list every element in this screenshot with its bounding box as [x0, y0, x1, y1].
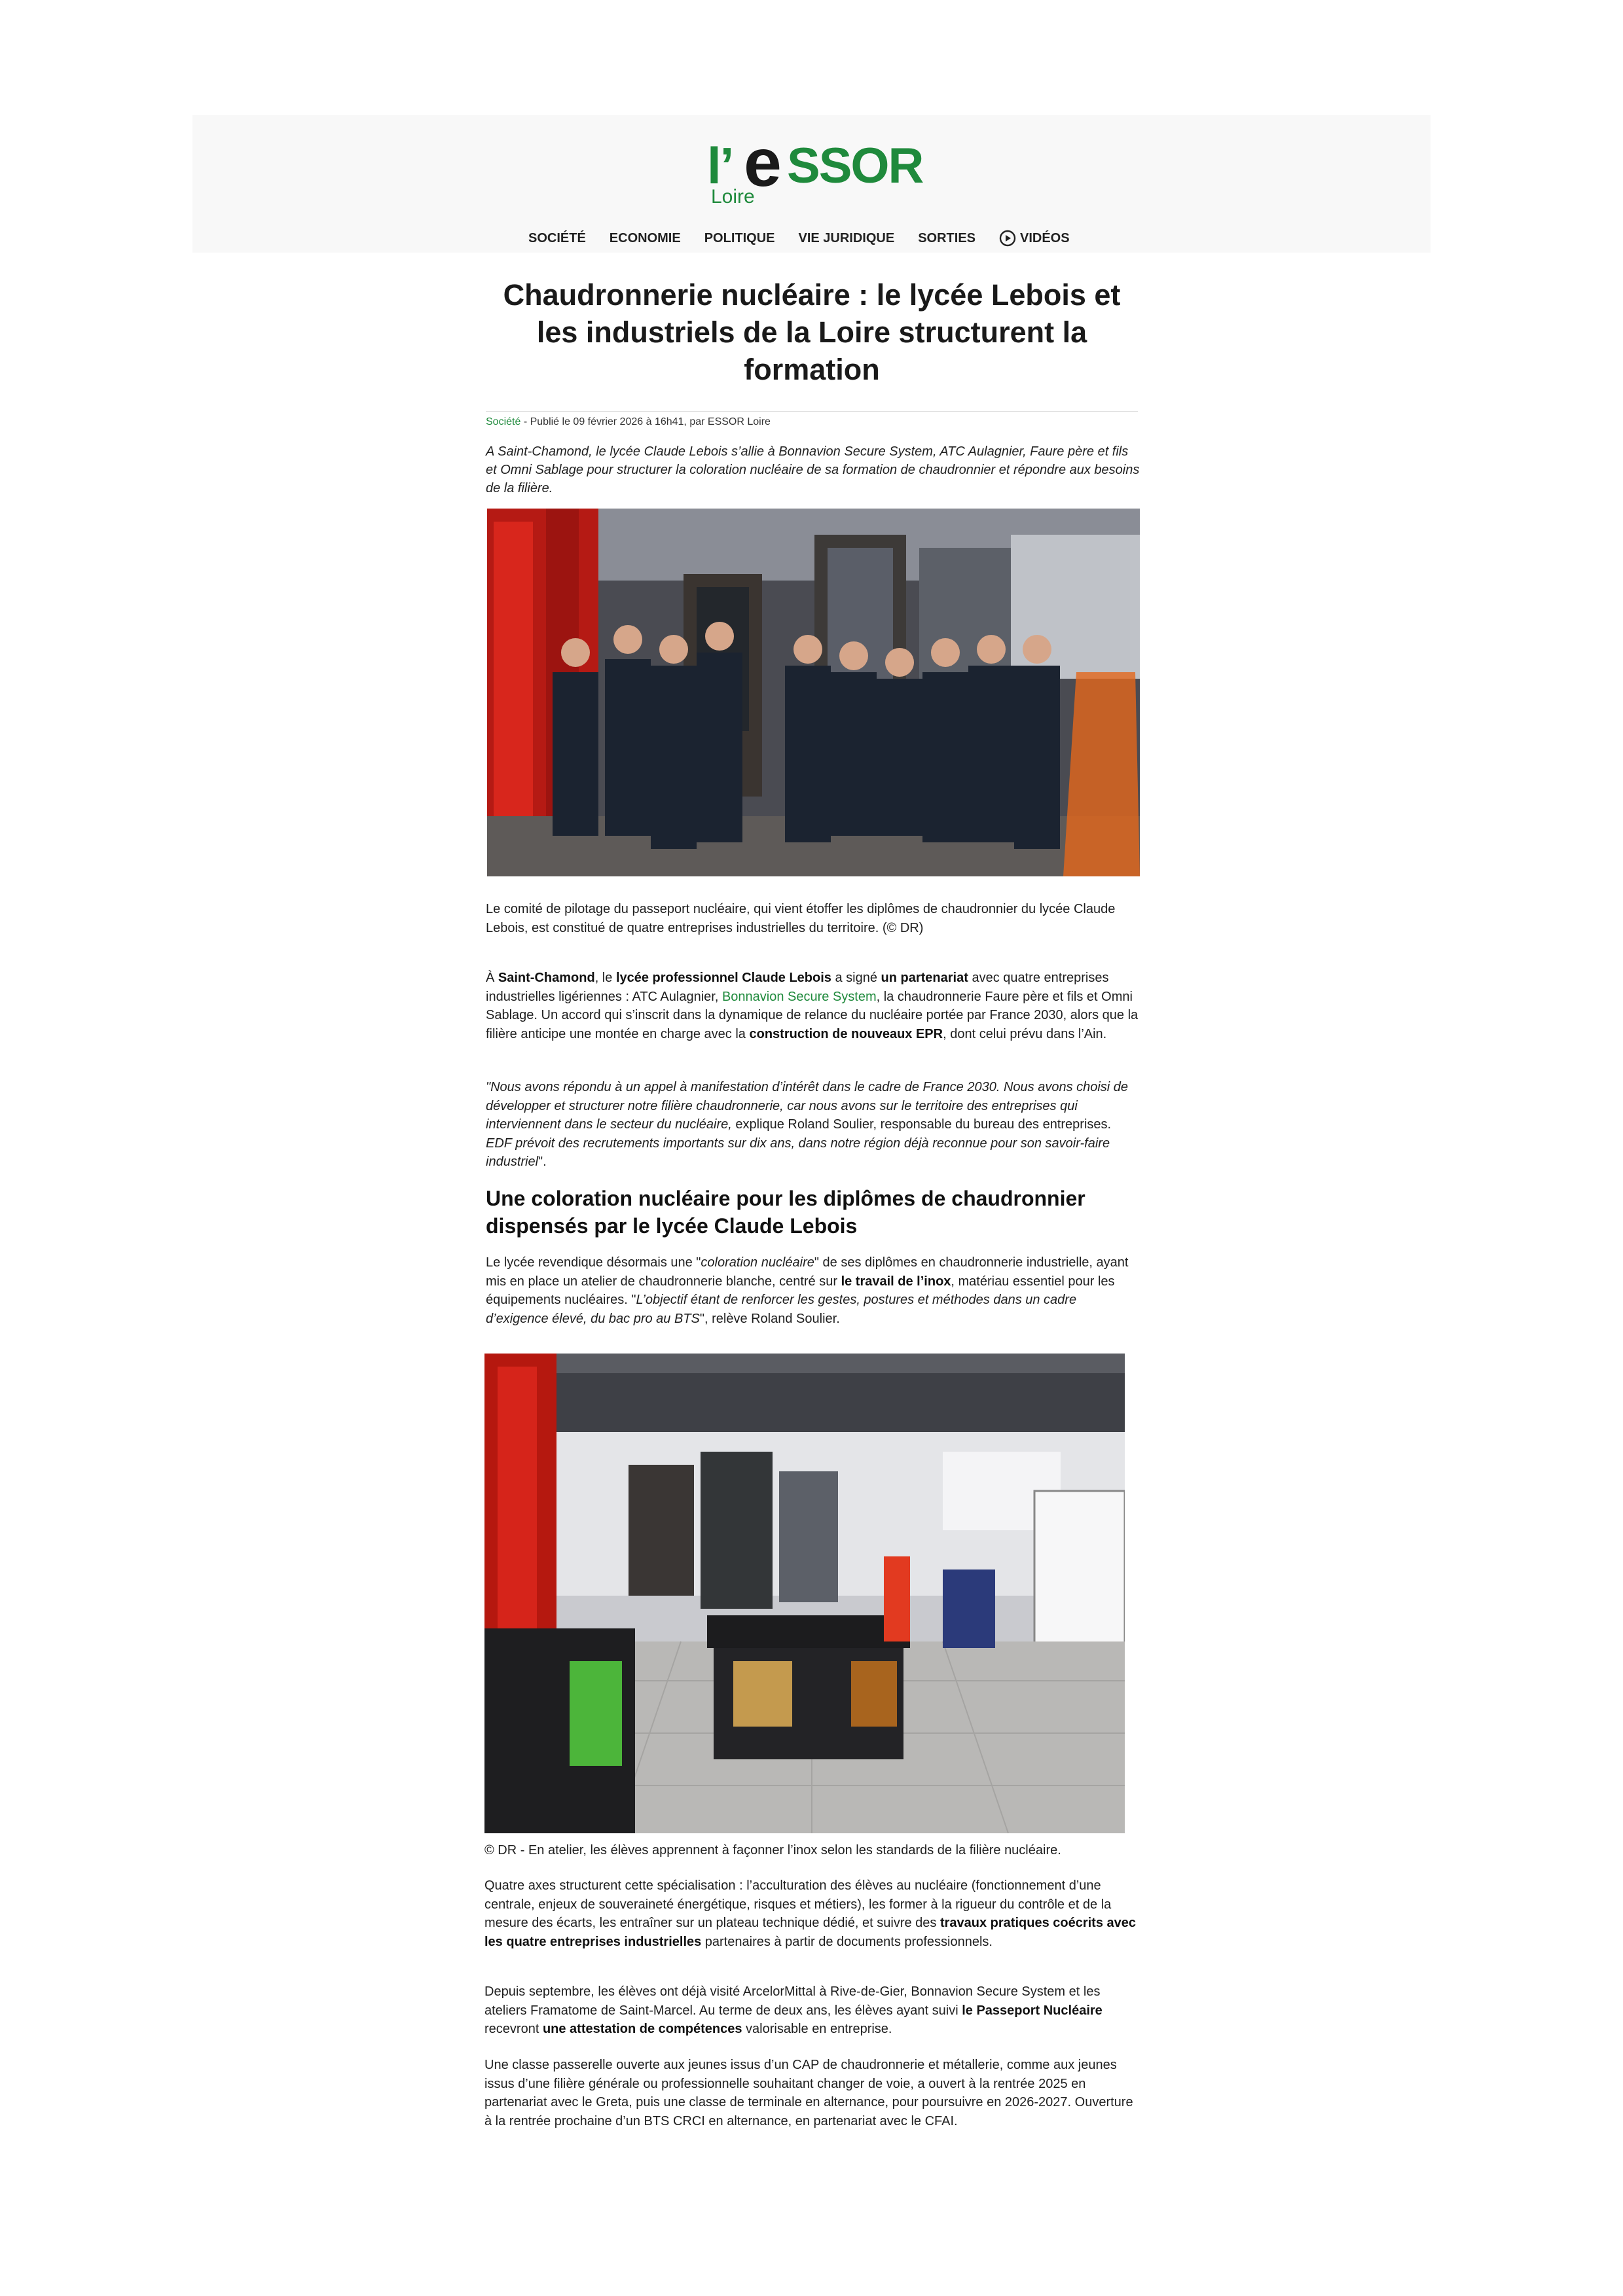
logo-subtitle: Loire [711, 186, 755, 207]
paragraph-5: Une classe passerelle ouverte aux jeunes issus d’un CAP de chaudronnerie et métallerie, comme aux jeunes issus d’une filière générale ou professionnelle souhaitant changer de voie, a ouvert à la rentrée 2025 en partenariat avec le Greta, puis une classe de terminale en alternance, pour poursuivre en 2026-2027. Ouverture à la rentrée prochaine d’un BTS CRCI en alternance, en partenariat avec le CFAI. [484, 2058, 1133, 2128]
logo-e: e [744, 125, 782, 201]
nav-item-videos[interactable] [999, 230, 1070, 247]
bonnavion-link[interactable]: Bonnavion Secure System [721, 989, 877, 1004]
nav-item-economie[interactable]: ECONOMIE [609, 230, 681, 245]
paragraph-3: Quatre axes structurent cette spécialisation : l’acculturation des élèves au nucléaire (fonctionnement d’une centrale, enjeux de souveraineté énergétique, risques et métiers), les former à la rigueur du contrôle et de la mesure des écarts, les entraîner sur un plateau technique dédié, et suivre des travaux pratiques coécrits avec les quatre entreprises industrielles partenaires à partir de documents professionnels. [484, 1878, 1137, 1949]
article-meta [486, 416, 771, 428]
nav-item-vie-juridique[interactable]: VIE JURIDIQUE [798, 230, 895, 245]
photo-caption-1: Le comité de pilotage du passeport nucléaire, qui vient étoffer les diplômes de chaudronnier du lycée Claude Lebois, est constitué de quatre entreprises industrielles du territoire. (© DR) [486, 902, 1116, 935]
paragraph-1: À Saint-Chamond, le lycée professionnel Claude Lebois a signé un partenariat avec quatre entreprises industrielles ligériennes : ATC Aulagnier, Bonnavion Secure System, la chaudronnerie Faure père et fils et Omni Sablage. Un accord qui s’inscrit dans la dynamique de relance du nucléaire portée par France 2030, alors que la filière anticipe une montée en charge avec la construction de nouveaux EPR, dont celui prévu dans l’Ain. [486, 971, 1139, 1041]
quote-paragraph: "Nous avons répondu à un appel à manifestation d’intérêt dans le cadre de France 2030. Nous avons choisi de développer et structurer notre filière chaudronnerie, car nous avons sur le territoire des entreprises qui interviennent dans le secteur du nucléaire, explique Roland Soulier, responsable du bureau des entreprises. EDF prévoit des recrutements importants sur dix ans, dans notre région déjà reconnue pour son savoir-faire industriel". [486, 1080, 1129, 1169]
main-nav [528, 228, 1093, 249]
section-heading: Une coloration nucléaire pour les diplômes de chaudronnier dispensés par le lycée Claude Lebois [486, 1187, 1085, 1238]
play-circle-icon [999, 230, 1016, 247]
paragraph-4: Depuis septembre, les élèves ont déjà visité ArcelorMittal à Rive-de-Gier, Bonnavion Secure System et les ateliers Framatome de Saint-Marcel. Au terme de deux ans, les élèves ayant suivi le Passeport Nucléaire recevront une attestation de compétences valorisable en entreprise. [484, 1984, 1103, 2036]
nav-item-societe[interactable]: SOCIÉTÉ [528, 230, 586, 245]
photo-workshop [484, 1354, 1125, 1833]
essor-loire-logo[interactable] [707, 125, 923, 207]
logo-ssor: SSOR [787, 138, 923, 194]
paragraph-2: Le lycée revendique désormais une "coloration nucléaire" de ses diplômes en chaudronnerie industrielle, ayant mis en place un atelier de chaudronnerie blanche, centré sur le travail de l’inox, matériau essentiel pour les équipements nucléaires. "L’objectif étant de renforcer les gestes, postures et méthodes dans un cadre d’exigence élevé, du bac pro au BTS", relève Roland Soulier. [486, 1255, 1129, 1326]
category-link[interactable]: Société [486, 416, 521, 427]
meta-divider [486, 411, 1138, 412]
nav-item-sorties[interactable]: SORTIES [918, 230, 976, 245]
article-title: Chaudronnerie nucléaire : le lycée Lebois et les industriels de la Loire structurent la formation [503, 278, 1121, 386]
logo-l: l’ [707, 137, 733, 194]
nav-item-politique[interactable]: POLITIQUE [704, 230, 775, 245]
photo-steering-committee [487, 509, 1140, 876]
photo-caption-2: © DR - En atelier, les élèves apprennent à façonner l’inox selon les standards de la filière nucléaire. [484, 1843, 1061, 1857]
publish-info: - Publié le 09 février 2026 à 16h41, par ESSOR Loire [520, 416, 771, 427]
article-lead: A Saint-Chamond, le lycée Claude Lebois s’allie à Bonnavion Secure System, ATC Aulagnier, Faure père et fils et Omni Sablage pour structurer la coloration nucléaire de sa formation de chaudronnier et répondre aux besoins de la filière. [486, 444, 1140, 495]
nav-item-videos-label: VIDÉOS [1020, 230, 1070, 245]
